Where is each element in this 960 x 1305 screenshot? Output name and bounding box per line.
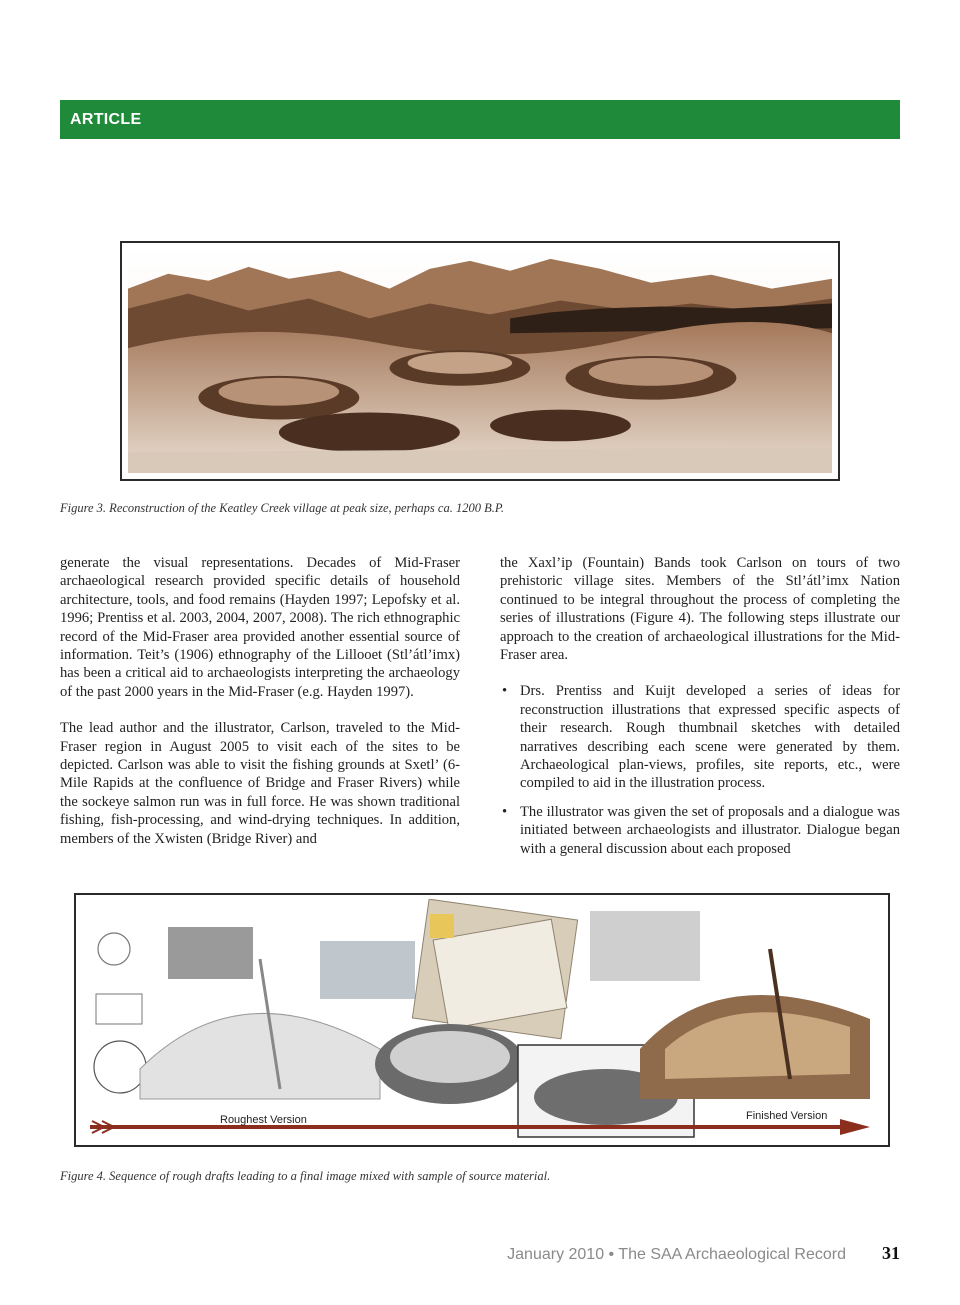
journal-title: January 2010 • The SAA Archaeological Record [507,1246,846,1263]
figure-4-image [74,893,890,1147]
left-column [60,554,460,866]
page-number: 31 [882,1243,900,1263]
page-footer [507,1243,900,1264]
label-roughest-version: Roughest Version [220,1114,307,1126]
right-paragraph-1: the Xaxl’ip (Fountain) Bands took Carlson on tours of two prehistoric village sites. Members of the Stl’átl’imx Nation continued to be integral throughout the process of completing the series of illustrations (Figure 4). The following steps illustrate our approach to the creation of archaeological illustrations for the Mid-Fraser area. [500,555,900,664]
draft-sequence-illustration [80,899,884,1141]
left-paragraph-2: The lead author and the illustrator, Carlson, traveled to the Mid-Fraser region in August 2005 to visit each of the sites to be depicted. Carlson was able to visit the fishing grounds at Sxetl’ (6-Mile Rapids at the confluence of Bridge and Fraser Rivers) while the sockeye salmon run was in full force. He was shown traditional fishing, fish-processing, and wind-drying techniques. In addition, members of the Xwisten (Bridge River) and [60,720,460,847]
list-item: • The illustrator was given the set of proposals and a dialogue was initiated between archaeologists and illustrator. Dialogue began with a general discussion about each proposed [500,803,900,858]
left-paragraph-1: generate the visual representations. Decades of Mid-Fraser archaeological research provided specific details of household architecture, tools, and food remains (Hayden 1997; Lepofsky et al. 1996; Prentiss et al. 2003, 2004, 2007, 2008). The rich ethnographic record of the Mid-Fraser area provided another essential source of information. Teit’s (1906) ethnography of the Lillooet (Stl’átl’imx) has been a critical aid to archaeologists interpreting the archaeology of the past 2000 years in the Mid-Fraser (e.g. Hayden 1997). [60,555,460,700]
right-column [500,554,900,868]
bullet-list [500,682,900,858]
section-label: ARTICLE [70,110,142,128]
keatley-creek-illustration [128,249,832,473]
figure-3-caption: Figure 3. Reconstruction of the Keatley Creek village at peak size, perhaps ca. 1200 B.P. [60,501,505,515]
figure-3-image [120,241,840,481]
section-banner [60,100,900,139]
figure-4-caption: Figure 4. Sequence of rough drafts leading to a final image mixed with sample of source material. [60,1169,551,1183]
label-finished-version: Finished Version [746,1110,828,1122]
list-item: • Drs. Prentiss and Kuijt developed a series of ideas for reconstruction illustrations that expressed specific aspects of their research. Rough thumbnail sketches with detailed narratives describing each scene were generated by them. Archaeological plan-views, profiles, site reports, etc., were compiled to aid in the illustration process. [500,682,900,792]
